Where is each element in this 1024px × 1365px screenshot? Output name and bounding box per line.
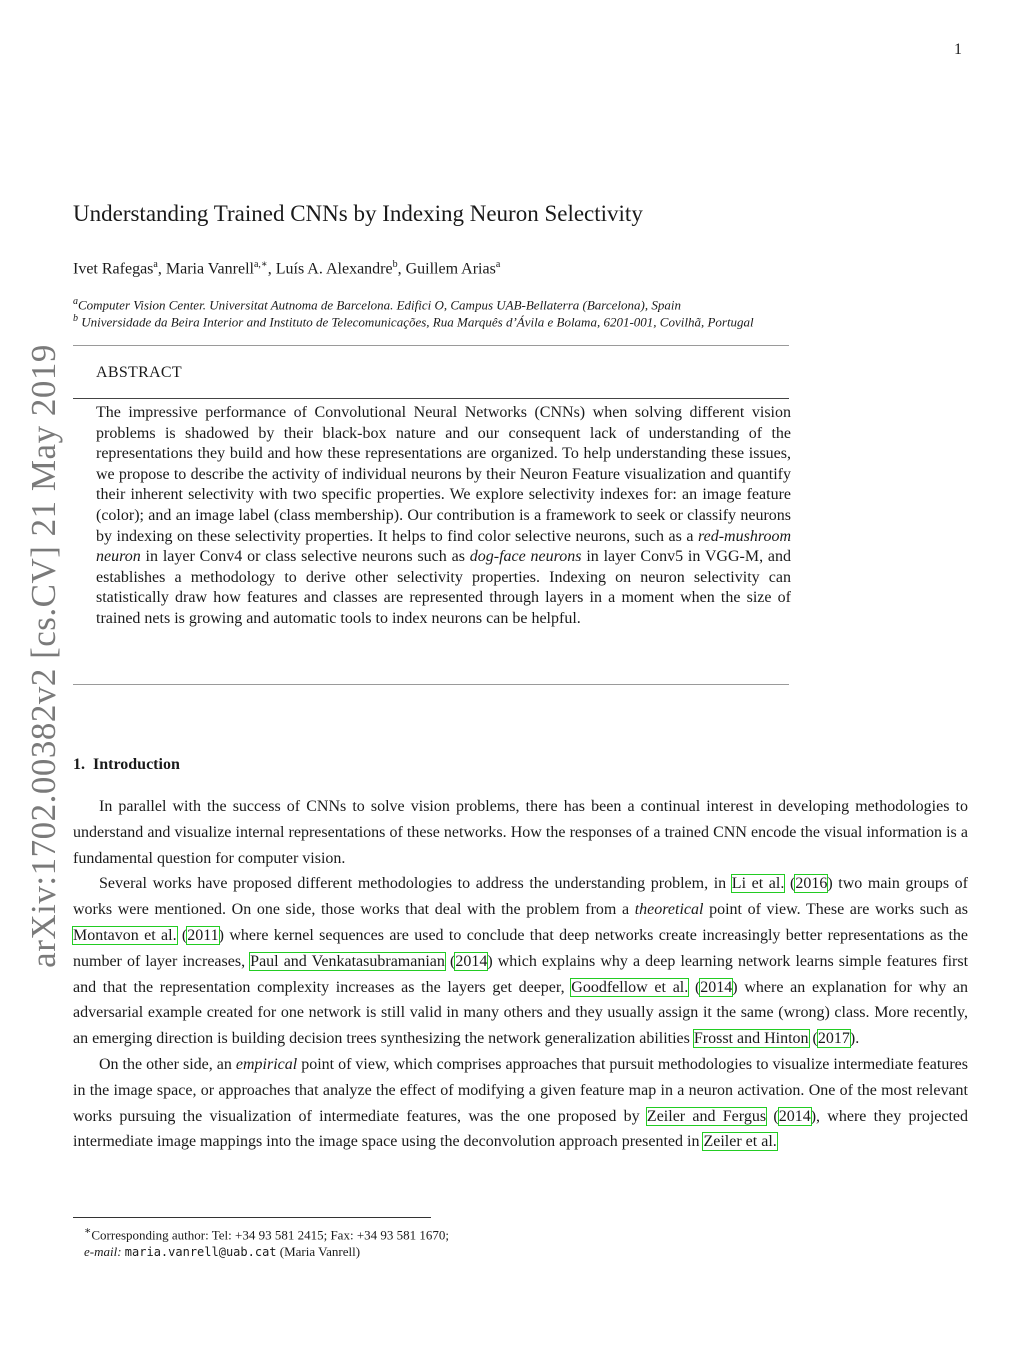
footnote-rule bbox=[73, 1217, 431, 1218]
body-text: in layer Conv5 in VGG-M, and establishes a methodology to derive other selectivity properties. Indexing on neuron selectivity can statistically draw how features and classes are represented through layers in a moment when the size of trained nets is growing and automatic tools to index neurons can be helpful. bbox=[96, 548, 792, 627]
author-separator: , bbox=[157, 260, 166, 278]
footnote bbox=[84, 1223, 449, 1261]
body-text: ( bbox=[784, 875, 796, 893]
footnote-line-1 bbox=[84, 1223, 449, 1243]
body-text: ) two main groups of works were mentioned. On one side, those works that deal with the problem from a bbox=[73, 875, 969, 919]
emphasis-text: dog-face neurons bbox=[469, 548, 582, 566]
section-title: Introduction bbox=[93, 756, 180, 773]
author-separator: , bbox=[397, 260, 406, 278]
body-text: ( bbox=[766, 1107, 779, 1125]
page-number: 1 bbox=[954, 41, 962, 58]
emphasis-text: theoretical bbox=[634, 901, 704, 919]
citation-link[interactable]: 2017 bbox=[817, 1030, 850, 1048]
author-name: Maria Vanrell bbox=[165, 260, 254, 278]
email-owner: (Maria Vanrell) bbox=[276, 1244, 361, 1260]
emphasis-text: empirical bbox=[235, 1055, 298, 1073]
affiliation-mark: a bbox=[73, 296, 78, 307]
citation-link[interactable]: Zeiler et al. bbox=[703, 1133, 777, 1151]
body-text: In parallel with the success of CNNs to solve vision problems, there has been a continual interest in developing methodologies to understand and visualize internal representations of these networks. How the responses of a trained CNN encode the visual information is a fundamental question for computer vision. bbox=[73, 798, 968, 867]
author-affiliation-mark: a bbox=[153, 259, 158, 270]
citation-link[interactable]: Montavon et al. bbox=[73, 926, 177, 944]
paragraph bbox=[73, 871, 968, 1052]
paragraph bbox=[73, 1052, 968, 1155]
affiliation-text: Computer Vision Center. Universitat Autnoma de Barcelona. Edifici O, Campus UAB-Bellaterra (Barcelona), Spain bbox=[78, 297, 681, 313]
footnote-line-2 bbox=[84, 1243, 449, 1261]
abstract-body bbox=[96, 403, 791, 630]
abstract-heading: ABSTRACT bbox=[96, 364, 182, 381]
author-affiliation-mark: a,∗ bbox=[253, 259, 268, 270]
author-name: Guillem Arias bbox=[405, 260, 496, 278]
body-text: ( bbox=[808, 1030, 818, 1048]
arxiv-stamp-text: arXiv:1702.00382v2 [cs.CV] 21 May 2019 bbox=[24, 344, 63, 968]
citation-link[interactable]: 2014 bbox=[455, 952, 488, 970]
divider-bottom bbox=[73, 684, 789, 685]
email-label: e-mail: bbox=[84, 1244, 122, 1260]
body-text: The impressive performance of Convolutional Neural Networks (CNNs) when solving different vision problems is shadowed by their black-box nature and our consequent lack of understanding of the representations they build and how these representations are organized. To help understanding these issues, we propose to describe the activity of individual neurons by their Neuron Feature visualization and quantify their inherent selectivity with two specific properties. We explore selectivity indexes for: an image feature (color); and an image label (class membership). Our contribution is a framework to seek or classify neurons by indexing on these selectivity properties. It helps to find color selective neurons, such as a bbox=[96, 404, 791, 545]
citation-link[interactable]: Goodfellow et al. bbox=[571, 978, 689, 996]
citation-link[interactable]: Paul and Venkatasubramanian bbox=[250, 952, 445, 970]
author-name: Luís A. Alexandre bbox=[275, 260, 393, 278]
citation-link[interactable]: Zeiler and Fergus bbox=[646, 1107, 767, 1125]
body-text: ( bbox=[688, 978, 701, 996]
citation-link[interactable]: Li et al. bbox=[731, 875, 785, 893]
body-text: On the other side, an bbox=[99, 1055, 236, 1073]
body-text: in layer Conv4 or class selective neurons such as bbox=[140, 548, 470, 566]
body-text: Several works have proposed different methodologies to address the understanding problem, in bbox=[99, 875, 732, 893]
abstract-heading-rule bbox=[73, 398, 789, 399]
affiliation-text: Universidade da Beira Interior and Instituto de Telecomunicações, Rua Marquês d’Ávila e Bolama, 6201-001, Covilhã, Portugal bbox=[78, 314, 754, 330]
introduction-body bbox=[73, 794, 968, 1155]
author-name: Ivet Rafegas bbox=[73, 260, 154, 278]
divider-top bbox=[73, 345, 789, 346]
footnote-text: Corresponding author: Tel: +34 93 581 2415; Fax: +34 93 581 1670; bbox=[91, 1227, 450, 1243]
body-text: ). bbox=[849, 1030, 860, 1048]
citation-link[interactable]: 2011 bbox=[187, 926, 219, 944]
email-address[interactable]: maria.vanrell@uab.cat bbox=[124, 1245, 277, 1260]
citation-link[interactable]: 2014 bbox=[778, 1107, 811, 1125]
footnote-mark: ∗ bbox=[84, 1225, 92, 1237]
citation-link[interactable]: 2016 bbox=[795, 875, 828, 893]
author-separator: , bbox=[267, 260, 276, 278]
body-text: ) where kernel sequences are used to conclude that deep networks create increasingly better representations as the number of layer increases, bbox=[73, 926, 968, 970]
body-text: ) where an explanation for why an adversarial example created for one network is still valid in many others and they usually assign it the same (wrong) class. More recently, an emerging direction is building decision trees synthesizing the network generalization abilities bbox=[73, 978, 969, 1048]
affiliation-b bbox=[73, 313, 754, 330]
emphasis-text: red-mushroom neuron bbox=[96, 527, 791, 566]
body-text: ( bbox=[176, 926, 188, 944]
paper-title: Understanding Trained CNNs by Indexing Neuron Selectivity bbox=[73, 201, 643, 226]
body-text: ), where they projected intermediate image mappings into the image space using the deconvolution approach presented in bbox=[73, 1107, 969, 1151]
body-text: point of view, which comprises approaches that pursuit methodologies to visualize intermediate features in the image space, or approaches that analyze the effect of modifying a given feature map in a neuron activation. One of the most relevant works pursuing the visualization of intermediate features, was the one proposed by bbox=[73, 1055, 968, 1125]
body-text: ) which explains why a deep learning network learns simple features first and that the representation complexity increases as the layers get deeper, bbox=[73, 952, 969, 996]
author-list bbox=[73, 259, 500, 278]
body-text: ( bbox=[444, 952, 456, 970]
affiliation-mark: b bbox=[73, 313, 78, 324]
section-number: 1. bbox=[73, 756, 85, 773]
author-affiliation-mark: b bbox=[392, 259, 398, 270]
body-text: point of view. These are works such as bbox=[703, 901, 969, 919]
citation-link[interactable]: 2014 bbox=[700, 978, 733, 996]
section-heading-introduction bbox=[73, 756, 180, 774]
affiliation-a bbox=[73, 296, 681, 313]
author-affiliation-mark: a bbox=[495, 259, 501, 270]
citation-link[interactable]: Frosst and Hinton bbox=[693, 1030, 809, 1048]
paragraph bbox=[73, 794, 968, 871]
